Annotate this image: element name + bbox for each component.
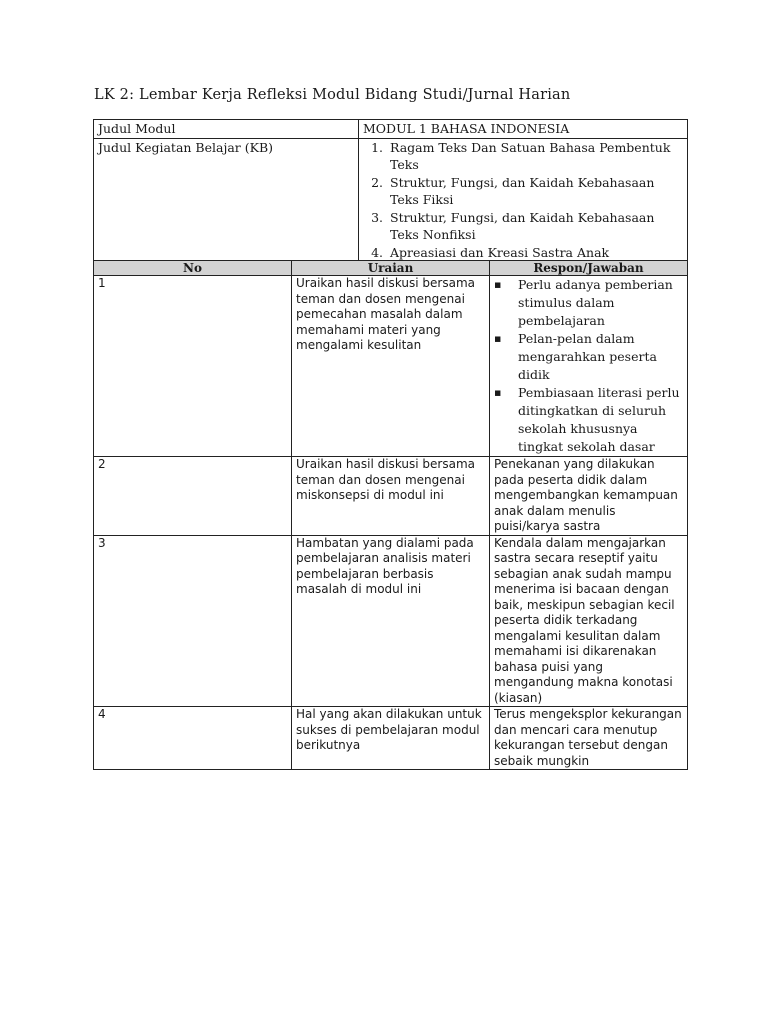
row-uraian: Hambatan yang dialami pada pembelajaran analisis materi pembelajaran berbasis masalah di modul ini: [292, 535, 490, 707]
row-respon: Terus mengeksplor kekurangan dan mencari cara menutup kekurangan tersebut dengan sebaik mungkin: [490, 707, 688, 770]
module-title-value: MODUL 1 BAHASA INDONESIA: [359, 120, 688, 139]
header-uraian: Uraian: [292, 261, 490, 276]
row-respon: Penekanan yang dilakukan pada peserta didik dalam mengembangkan kemampuan anak dalam menulis puisi/karya sastra: [490, 457, 688, 536]
table-row: [94, 276, 688, 457]
row-number: 4: [94, 707, 292, 770]
row-uraian: Hal yang akan dilakukan untuk sukses di pembelajaran modul berikutnya: [292, 707, 490, 770]
kb-item: 4. Apreasiasi dan Kreasi Sastra Anak: [387, 244, 683, 262]
response-bullet: ▪ Pelan-pelan dalam mengarahkan peserta didik: [494, 330, 683, 384]
kb-item: 2. Struktur, Fungsi, dan Kaidah Kebahasaan Teks Fiksi: [387, 174, 683, 209]
module-info-table: [93, 119, 688, 262]
row-respon: [490, 276, 688, 457]
table-row: [94, 535, 688, 707]
row-number: 1: [94, 276, 292, 457]
kb-item: 1. Ragam Teks Dan Satuan Bahasa Pembentuk Teks: [387, 139, 683, 174]
header-no: No: [94, 261, 292, 276]
table-row: [94, 707, 688, 770]
row-respon: Kendala dalam mengajarkan sastra secara reseptif yaitu sebagian anak sudah mampu menerima isi bacaan dengan baik, meskipun sebagian kecil peserta didik terkadang mengalami kesulitan dalam memahami isi dikarenakan bahasa puisi yang mengandung makna konotasi (kiasan): [490, 535, 688, 707]
header-respon: Respon/Jawaban: [490, 261, 688, 276]
kb-title-row: [94, 138, 688, 262]
row-number: 3: [94, 535, 292, 707]
table-header-row: [94, 261, 688, 276]
reflection-table: [93, 260, 688, 770]
response-bullet-list: [494, 276, 683, 456]
kb-list: [363, 139, 683, 262]
response-bullet: ▪ Perlu adanya pemberian stimulus dalam pembelajaran: [494, 276, 683, 330]
table-row: [94, 457, 688, 536]
row-uraian: Uraikan hasil diskusi bersama teman dan dosen mengenai pemecahan masalah dalam memahami materi yang mengalami kesulitan: [292, 276, 490, 457]
kb-title-list-cell: [359, 138, 688, 262]
module-title-label: Judul Modul: [94, 120, 359, 139]
response-bullet: ▪ Pembiasaan literasi perlu ditingkatkan di seluruh sekolah khususnya tingkat sekolah dasar: [494, 384, 683, 456]
module-title-row: [94, 120, 688, 139]
row-number: 2: [94, 457, 292, 536]
row-uraian: Uraikan hasil diskusi bersama teman dan dosen mengenai miskonsepsi di modul ini: [292, 457, 490, 536]
kb-item: 3. Struktur, Fungsi, dan Kaidah Kebahasaan Teks Nonfiksi: [387, 209, 683, 244]
kb-title-label: Judul Kegiatan Belajar (KB): [94, 138, 359, 262]
page-title: LK 2: Lembar Kerja Refleksi Modul Bidang Studi/Jurnal Harian: [94, 87, 571, 103]
